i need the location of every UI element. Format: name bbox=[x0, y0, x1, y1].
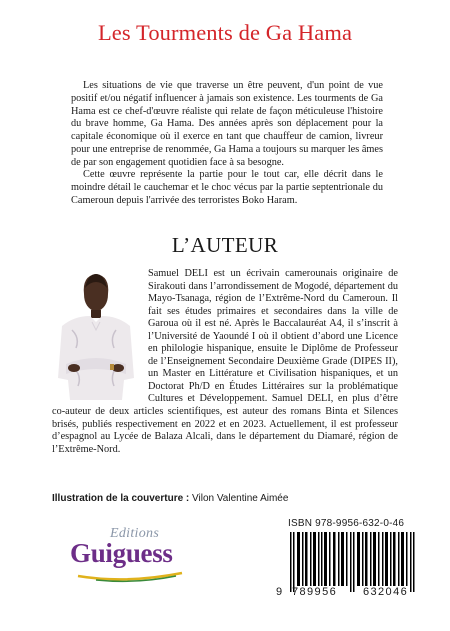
author-photo bbox=[52, 268, 140, 400]
author-heading: L’AUTEUR bbox=[171, 233, 279, 257]
book-title: Les Tourments de Ga Hama bbox=[97, 20, 353, 45]
barcode-digits-right: 632046 bbox=[363, 586, 409, 598]
author-bio bbox=[52, 268, 398, 456]
isbn-text: ISBN 978-9956-632-0-46 bbox=[288, 518, 405, 529]
publisher-logo-name: Guiguess bbox=[70, 538, 173, 568]
barcode bbox=[276, 532, 426, 592]
barcode-digit-first: 9 bbox=[276, 586, 284, 598]
publisher-logo-editions: Editions bbox=[110, 526, 160, 541]
swoosh-icon bbox=[76, 570, 186, 584]
summary-paragraph-2: Cette œuvre représente la partie pour le tout car, elle décrit dans le moindre détail le cauchemar et le choc vécus par la partie septentrionale du Cameroun depuis l'arrivée des terroristes Boko Haram. bbox=[71, 169, 383, 206]
illustration-credit bbox=[52, 493, 288, 504]
illustration-name: Vilon Valentine Aimée bbox=[192, 493, 289, 504]
illustration-label: Illustration de la couverture : bbox=[52, 493, 190, 504]
author-bio-text: Samuel DELI est un écrivain camerounais originaire de Sirakouti dans l’arrondissement de Mogodé, département du Mayo-Tsanaga, région de l’Extrême-Nord du Cameroun. Il fait ses études primaires et secondaires dans la ville de Garoua où il est né. Après le Baccalauréat A4, il s’inscrit à l’Université de Yaoundé I où il obtient d’abord une Licence en philologie hispanique, ensuite le Diplôme de Professeur de l’Enseignement Secondaire Deuxième Grade (DIPES II), un Master en Littérature et Civilisation hispaniques, et un Doctorat Ph/D en Études Littéraires sur la problématique Cultures et Développement. Samuel DELI, en plus d’être co-auteur de deux articles scientifiques, est auteur des romans Binta et Silences brisés, publiés respectivement en 2022 et en 2023. Actuellement, il est professeur d’espagnol au Lycée de Balaza Alcali, dans le département du Diamaré, région de l’Extrême-Nord. bbox=[52, 268, 398, 455]
summary-paragraph-1: Les situations de vie que traverse un être peuvent, d'un point de vue positif et/ou négatif influencer à jamais son existence. Les tourments de Ga Hama est ce chef-d'œuvre réaliste qui relate de façon méticuleuse l'histoire du brave homme, Ga Hama. Des années après son déplacement pour la capitale économique où il exerce en tant que chauffeur de camion, livreur pour une entreprise de renommée, Ga Hama a toujours su marquer les âmes de par son engagement quotidien face à sa besogne. bbox=[71, 80, 383, 168]
barcode-digits-left: 789956 bbox=[292, 586, 338, 598]
publisher-logo bbox=[70, 526, 180, 586]
